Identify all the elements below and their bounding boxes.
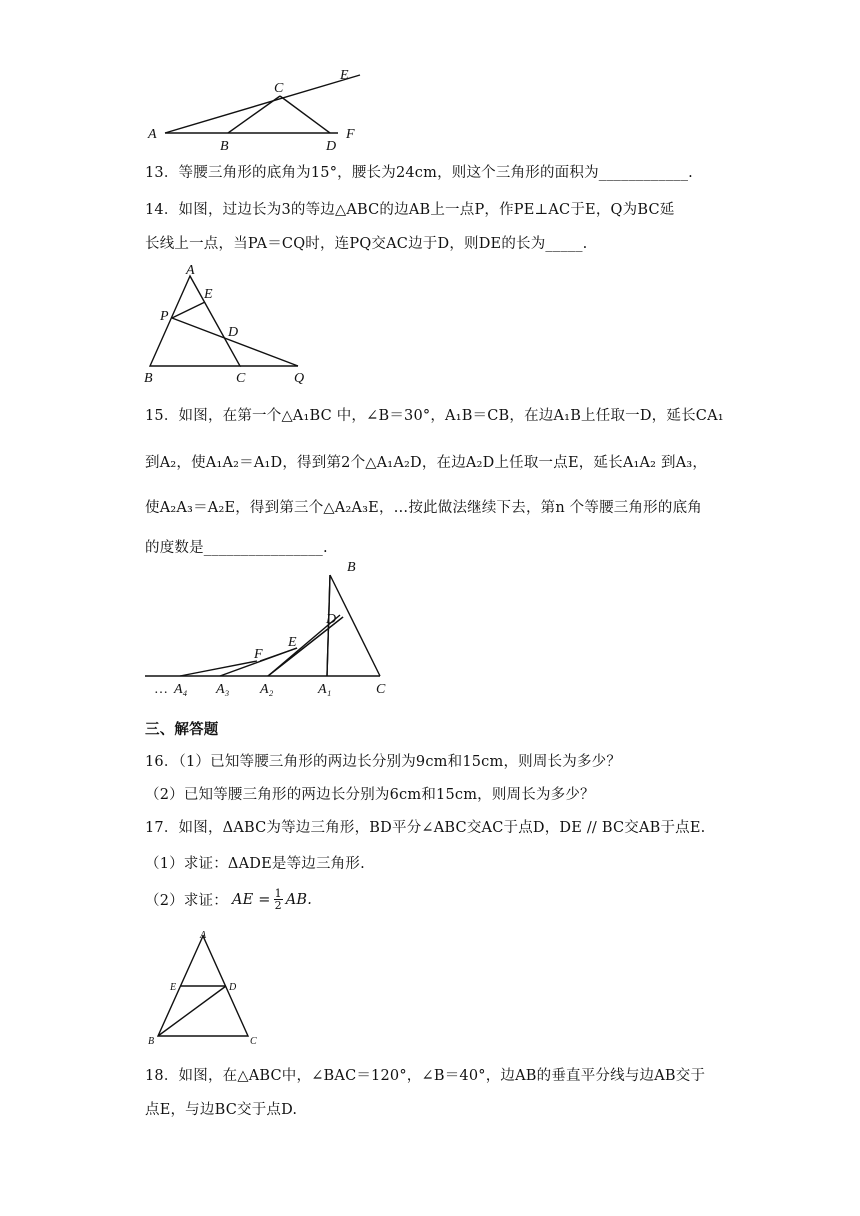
question-15-line-4: 的度数是________________. — [145, 540, 328, 556]
label-C: C — [236, 371, 246, 386]
label-A3: A₃ — [216, 682, 230, 697]
label-F: F — [254, 647, 263, 662]
label-C: C — [274, 81, 284, 96]
label-A: A — [148, 127, 157, 142]
figure-q17 — [140, 926, 270, 1051]
label-E: E — [340, 68, 349, 83]
question-16-line-1: 16．（1）已知等腰三角形的两边长分别为9cm和15cm，则周长为多少？ — [145, 754, 622, 770]
label-A: A — [186, 263, 195, 278]
label-F: F — [346, 127, 355, 142]
label-B: B — [148, 1036, 155, 1047]
question-14-line-1: 14．如图，过边长为3的等边△ABC的边AB上一点P，作PE⊥AC于E，Q为BC延 — [145, 202, 675, 218]
fraction-denominator: 2 — [274, 899, 282, 912]
label-D: D — [229, 982, 237, 993]
label-C: C — [376, 682, 386, 697]
label-A: A — [200, 930, 207, 941]
fraction-numerator: 1 — [274, 887, 282, 900]
label-Q: Q — [294, 371, 305, 386]
label-E: E — [170, 982, 177, 993]
label-A2: A₂ — [260, 682, 274, 697]
question-18-line-2: 点E，与边BC交于点D. — [145, 1102, 298, 1118]
question-17-line-1: 17．如图，ΔABC为等边三角形，BD平分∠ABC交AC于点D，DE // BC交AB于点E. — [145, 820, 706, 836]
figure-q14 — [140, 262, 320, 387]
label-E: E — [204, 287, 213, 302]
label-ellipsis: … — [154, 682, 168, 697]
question-16-line-2: （2）已知等腰三角形的两边长分别为6cm和15cm，则周长为多少？ — [145, 787, 595, 803]
question-15-line-2: 到A₂，使A₁A₂＝A₁D，得到第2个△A₁A₂D，在边A₂D上任取一点E，延长A₁A₂ 到A₃， — [145, 455, 708, 471]
figure-q15 — [140, 555, 400, 700]
question-15-line-1: 15．如图，在第一个△A₁BC 中，∠B＝30°，A₁B＝CB，在边A₁B上任取一D，延长CA₁ — [145, 408, 724, 424]
expr-right: AB. — [285, 891, 313, 908]
label-P: P — [160, 309, 169, 324]
label-B: B — [144, 371, 153, 386]
question-13: 13．等腰三角形的底角为15°，腰长为24cm，则这个三角形的面积为____________. — [145, 165, 693, 181]
question-18-line-1: 18．如图，在△ABC中，∠BAC＝120°，∠B＝40°，边AB的垂直平分线与边AB交于 — [145, 1068, 706, 1084]
question-17-line-3 — [145, 888, 312, 911]
label-D: D — [326, 139, 337, 154]
label-C: C — [250, 1036, 257, 1047]
label-D: D — [228, 325, 239, 340]
expr-left: AE = — [231, 891, 271, 908]
question-14-line-2: 长线上一点，当PA＝CQ时，连PQ交AC边于D，则DE的长为_____. — [145, 236, 588, 252]
label-E: E — [288, 635, 297, 650]
question-17-line-2: （1）求证：ΔADE是等边三角形. — [145, 856, 365, 872]
label-B: B — [220, 139, 229, 154]
section-title: 三、解答题 — [145, 721, 219, 738]
question-17-line-3-prefix: （2）求证： — [145, 893, 228, 909]
label-A1: A₁ — [318, 682, 332, 697]
figure-q12 — [140, 60, 380, 155]
fraction — [274, 888, 283, 911]
label-D: D — [326, 612, 337, 627]
question-15-line-3: 使A₂A₃＝A₂E，得到第三个△A₂A₃E，…按此做法继续下去，第n 个等腰三角形的底角 — [145, 500, 702, 516]
label-B: B — [347, 560, 356, 575]
label-A4: A₄ — [174, 682, 188, 697]
